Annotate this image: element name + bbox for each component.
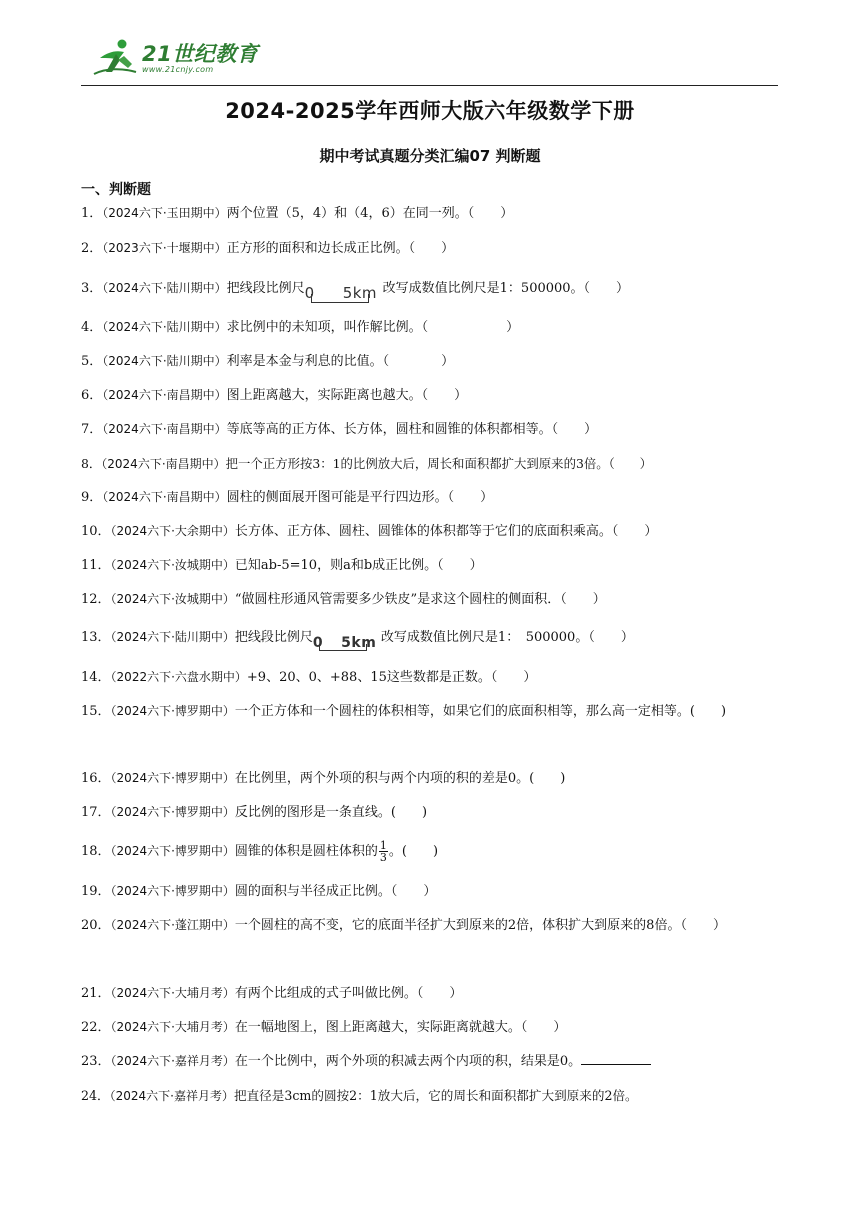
- question-22: [81, 1011, 566, 1044]
- question-source: （2024六下·嘉祥月考）: [110, 1054, 235, 1068]
- question-23: [81, 1045, 651, 1078]
- runner-logo-icon: [92, 38, 138, 78]
- question-13: [81, 621, 634, 654]
- question-text: 在一幅地图上，图上距离越大，实际距离就越大。（ ）: [234, 1020, 567, 1035]
- question-19: [81, 875, 436, 908]
- question-text: 一个正方体和一个圆柱的体积相等，如果它们的底面积相等，那么高一定相等。( ): [234, 704, 727, 719]
- site-logo: [92, 36, 258, 80]
- question-text: 反比例的图形是一条直线。( ): [234, 805, 428, 820]
- question-source: （2024六下·陆川期中）: [102, 281, 227, 295]
- question-1: [81, 197, 513, 230]
- question-number: 13．: [81, 630, 111, 645]
- question-text: 把直径是3cm的圆按2：1放大后，它的周长和面积都扩大到原来的2倍。: [233, 1088, 638, 1103]
- question-14: [81, 661, 536, 694]
- question-text: 有两个比组成的式子叫做比例。（ ）: [234, 986, 463, 1001]
- logo-url: www.21cnjy.com: [142, 64, 214, 74]
- question-source: （2024六下·博罗期中）: [110, 844, 235, 858]
- question-source: （2024六下·南昌期中）: [102, 422, 227, 436]
- question-text: 两个位置（5，4）和（4，6）在同一列。（ ）: [226, 206, 514, 221]
- header-divider: [81, 85, 778, 86]
- question-18: [81, 835, 438, 868]
- question-text: 利率是本金与利息的比值。（ ）: [226, 354, 455, 369]
- question-source: （2023六下·十堰期中）: [102, 241, 227, 255]
- question-4: [81, 311, 519, 344]
- question-source: （2024六下·大余期中）: [110, 524, 235, 538]
- question-17: [81, 796, 427, 829]
- question-text: 把一个正方形按3：1的比例放大后，周长和面积都扩大到原来的3倍。（ ）: [225, 456, 652, 471]
- question-number: 20．: [81, 918, 111, 933]
- question-source: （2024六下·南昌期中）: [102, 388, 227, 402]
- scale-bar-figure: 0 5km: [312, 634, 377, 651]
- question-9: [81, 481, 493, 514]
- question-source: （2024六下·嘉祥月考）: [109, 1089, 234, 1103]
- question-source: （2024六下·大埔月考）: [110, 986, 235, 1000]
- fraction-one-third: $\frac{1}{3}$: [379, 839, 387, 864]
- question-11: [81, 549, 483, 582]
- question-source: （2024六下·南昌期中）: [101, 457, 226, 471]
- question-number: 21．: [81, 986, 111, 1001]
- question-12: [81, 583, 606, 616]
- question-10: [81, 515, 657, 548]
- question-number: 4．: [81, 320, 103, 335]
- question-source: （2024六下·陆川期中）: [110, 630, 235, 644]
- question-number: 16．: [81, 771, 111, 786]
- question-source: （2024六下·陆川期中）: [102, 320, 227, 334]
- question-text-pre: 把线段比例尺: [226, 281, 305, 296]
- page-title: 2024-2025学年西师大版六年级数学下册: [225, 99, 635, 123]
- question-source: （2024六下·陆川期中）: [102, 354, 227, 368]
- question-text-post: 。( ): [388, 844, 439, 859]
- question-6: [81, 379, 467, 412]
- question-source: （2024六下·博罗期中）: [110, 771, 235, 785]
- question-text: 圆的面积与半径成正比例。（ ）: [234, 884, 437, 899]
- question-number: 3．: [81, 281, 103, 296]
- question-text: 已知ab-5=10，则a和b成正比例。（ ）: [234, 558, 483, 573]
- question-text: 一个圆柱的高不变，它的底面半径扩大到原来的2倍，体积扩大到原来的8倍。（ ）: [234, 918, 726, 933]
- question-number: 18．: [81, 844, 111, 859]
- question-source: （2024六下·南昌期中）: [102, 490, 227, 504]
- question-number: 1．: [81, 206, 103, 221]
- question-7: [81, 413, 597, 446]
- question-text-pre: 把线段比例尺: [234, 630, 313, 645]
- question-text: 圆柱的侧面展开图可能是平行四边形。（ ）: [226, 490, 494, 505]
- question-number: 23．: [81, 1054, 111, 1069]
- question-source: （2024六下·汝城期中）: [110, 592, 235, 606]
- question-24: [81, 1079, 638, 1113]
- answer-blank[interactable]: [581, 1050, 651, 1065]
- question-5: [81, 345, 454, 378]
- question-number: 5．: [81, 354, 103, 369]
- question-text: 在一个比例中，两个外项的积减去两个内项的积，结果是0。: [234, 1054, 582, 1069]
- question-text: 图上距离越大，实际距离也越大。（ ）: [226, 388, 468, 403]
- question-number: 12．: [81, 592, 111, 607]
- question-number: 24．: [81, 1088, 110, 1103]
- question-16: [81, 762, 565, 795]
- question-number: 9．: [81, 490, 103, 505]
- question-21: [81, 977, 462, 1010]
- question-text: “做圆柱形通风管需要多少铁皮”是求这个圆柱的侧面积．（ ）: [234, 592, 606, 607]
- question-number: 7．: [81, 422, 103, 437]
- logo-text: 21世纪教育: [142, 41, 259, 66]
- question-number: 22．: [81, 1020, 111, 1035]
- question-source: （2024六下·大埔月考）: [110, 1020, 235, 1034]
- question-number: 17．: [81, 805, 111, 820]
- question-number: 2．: [81, 241, 103, 256]
- question-20: [81, 909, 781, 942]
- question-text: 求比例中的未知项，叫作解比例。（ ）: [226, 320, 520, 335]
- question-number: 6．: [81, 388, 103, 403]
- question-source: （2024六下·玉田期中）: [102, 206, 227, 220]
- question-text: +9、20、0、+88、15这些数都是正数。（ ）: [246, 670, 537, 685]
- question-text-pre: 圆锥的体积是圆柱体积的: [234, 844, 378, 859]
- question-source: （2022六下·六盘水期中）: [110, 670, 247, 684]
- question-source: （2024六下·汝城期中）: [110, 558, 235, 572]
- question-source: （2024六下·博罗期中）: [110, 805, 235, 819]
- question-8: [81, 447, 652, 481]
- question-source: （2024六下·蓬江期中）: [110, 918, 235, 932]
- scale-bar-figure: 0 5km: [304, 283, 378, 302]
- question-15: [81, 695, 781, 728]
- question-2: [81, 232, 454, 265]
- question-number: 10．: [81, 524, 111, 539]
- question-source: （2024六下·博罗期中）: [110, 884, 235, 898]
- question-number: 8．: [81, 456, 102, 471]
- question-text-post: 改写成数值比例尺是1： 500000。（ ）: [380, 630, 634, 645]
- question-text-post: 改写成数值比例尺是1：500000。（ ）: [382, 281, 630, 296]
- question-number: 19．: [81, 884, 111, 899]
- section-heading: 一、判断题: [81, 182, 151, 198]
- question-3: [81, 272, 629, 305]
- page-subtitle: 期中考试真题分类汇编07 判断题: [319, 147, 541, 165]
- question-source: （2024六下·博罗期中）: [110, 704, 235, 718]
- question-text: 长方体、正方体、圆柱、圆锥体的体积都等于它们的底面积乘高。（ ）: [234, 524, 658, 539]
- question-number: 15．: [81, 704, 111, 719]
- question-text: 在比例里，两个外项的积与两个内项的积的差是0。( ): [234, 771, 566, 786]
- question-number: 11．: [81, 558, 111, 573]
- question-text: 等底等高的正方体、长方体，圆柱和圆锥的体积都相等。（ ）: [226, 422, 598, 437]
- question-number: 14．: [81, 670, 111, 685]
- question-text: 正方形的面积和边长成正比例。（ ）: [226, 241, 455, 256]
